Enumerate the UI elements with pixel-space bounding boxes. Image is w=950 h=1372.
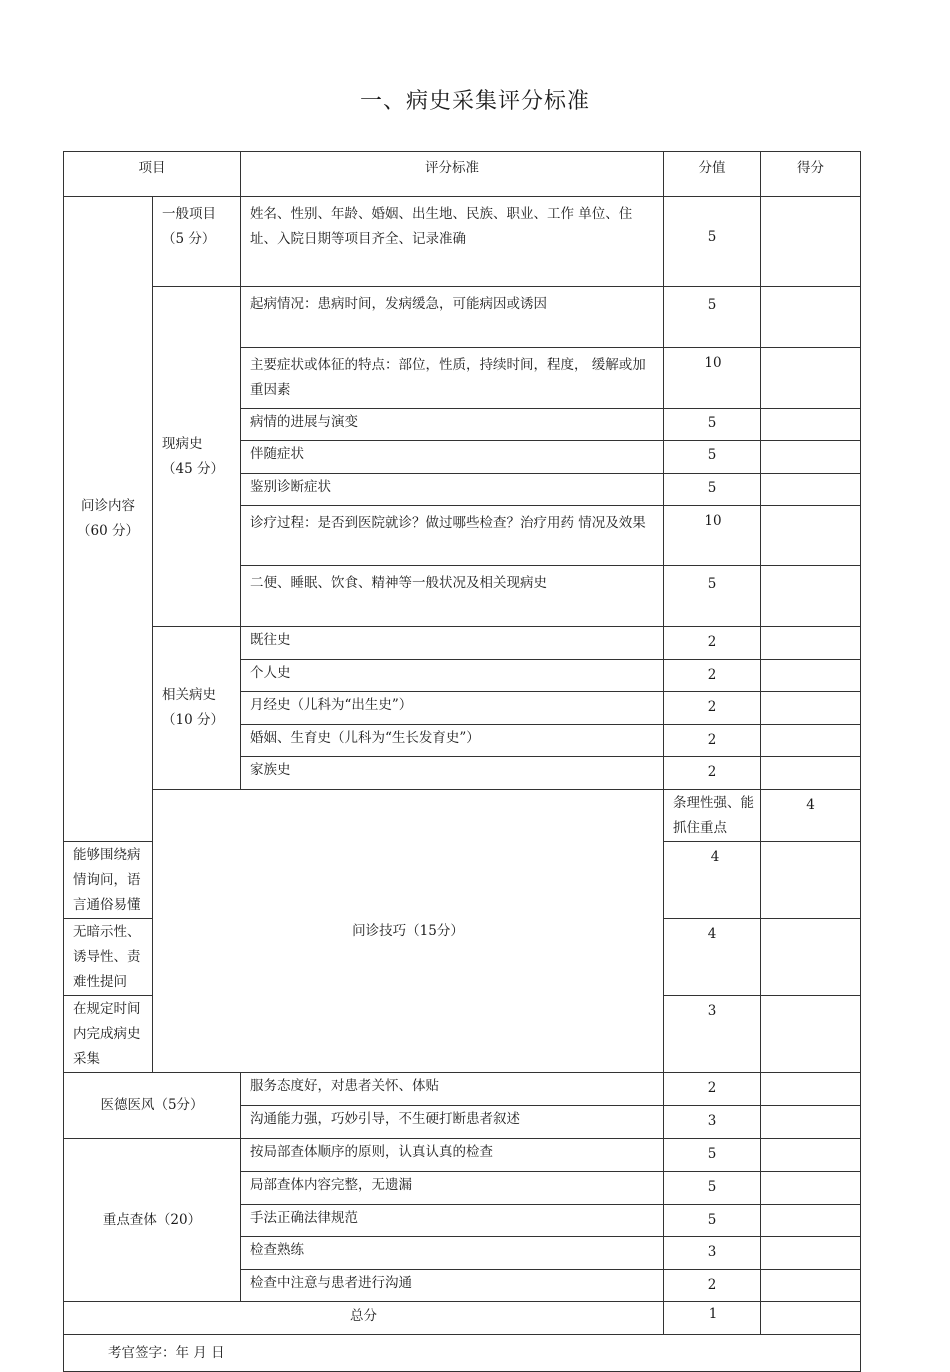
criteria-cell: 伴随症状 (241, 441, 664, 474)
points-cell: 10 (664, 506, 761, 566)
scoring-table (63, 151, 861, 1372)
points-cell: 2 (664, 1270, 761, 1302)
points-cell: 2 (664, 757, 761, 790)
subcategory-present-illness: 现病史 （45 分） (153, 287, 241, 627)
score-cell[interactable] (761, 1073, 861, 1106)
signature-row (64, 1335, 861, 1372)
score-cell[interactable] (761, 1106, 861, 1139)
criteria-cell: 检查中注意与患者进行沟通 (241, 1270, 664, 1302)
header-score: 得分 (761, 152, 861, 197)
points-cell: 4 (761, 790, 861, 842)
points-cell: 3 (664, 1106, 761, 1139)
criteria-cell: 起病情况：患病时间，发病缓急，可能病因或诱因 (241, 287, 664, 348)
criteria-cell: 诊疗过程：是否到医院就诊？做过哪些检查？治疗用药 情况及效果 (241, 506, 664, 566)
criteria-cell: 月经史（儿科为“出生史”） (241, 692, 664, 725)
criteria-cell: 在规定时间内完成病史采集 (64, 996, 153, 1073)
criteria-cell: 手法正确法律规范 (241, 1205, 664, 1237)
score-cell[interactable] (761, 1139, 861, 1172)
score-cell[interactable] (761, 348, 861, 409)
examiner-signature[interactable]: 考官签字：年 月 日 (64, 1335, 861, 1372)
score-cell[interactable] (761, 1270, 861, 1302)
score-cell[interactable] (761, 566, 861, 627)
criteria-cell: 按局部查体顺序的原则，认真认真的检查 (241, 1139, 664, 1172)
category-inquiry-content: 问诊内容 （60 分） (64, 197, 153, 842)
subcategory-related-history: 相关病史 （10 分） (153, 627, 241, 790)
points-cell: 2 (664, 725, 761, 757)
points-cell: 5 (664, 474, 761, 506)
page-title: 一、病史采集评分标准 (359, 89, 590, 114)
points-cell: 5 (664, 409, 761, 441)
total-score-cell[interactable] (761, 1302, 861, 1335)
points-cell: 5 (664, 287, 761, 348)
points-cell: 5 (664, 566, 761, 627)
criteria-cell: 姓名、性别、年龄、婚姻、出生地、民族、职业、工作 单位、住址、入院日期等项目齐全、记录准确 (241, 197, 664, 287)
subcategory-general: 一般项目 （5 分） (153, 197, 241, 287)
points-cell: 5 (664, 1205, 761, 1237)
category-exam: 重点查体（20） (64, 1139, 241, 1302)
score-cell[interactable] (761, 287, 861, 348)
score-cell[interactable] (761, 1172, 861, 1205)
table-row (64, 1139, 861, 1172)
points-cell: 3 (664, 996, 761, 1073)
table-row (64, 287, 861, 348)
score-cell[interactable] (761, 1205, 861, 1237)
score-cell[interactable] (761, 441, 861, 474)
criteria-cell: 家族史 (241, 757, 664, 790)
total-value: 1 (664, 1302, 761, 1335)
criteria-cell: 条理性强、能抓住重点 (664, 790, 761, 842)
score-cell[interactable] (761, 692, 861, 725)
points-cell: 3 (664, 1237, 761, 1270)
criteria-cell: 服务态度好，对患者关怀、体贴 (241, 1073, 664, 1106)
criteria-cell: 病情的进展与演变 (241, 409, 664, 441)
points-cell: 5 (664, 1139, 761, 1172)
criteria-cell: 局部查体内容完整，无遗漏 (241, 1172, 664, 1205)
criteria-cell: 鉴别诊断症状 (241, 474, 664, 506)
points-cell: 2 (664, 1073, 761, 1106)
category-inquiry-skills: 问诊技巧（15分） (153, 790, 664, 1073)
points-cell: 5 (664, 1172, 761, 1205)
criteria-cell: 无暗示性、诱导性、责难性提问 (64, 919, 153, 996)
criteria-cell: 个人史 (241, 660, 664, 692)
score-cell[interactable] (761, 627, 861, 660)
header-item: 项目 (64, 152, 241, 197)
criteria-cell: 沟通能力强，巧妙引导，不生硬打断患者叙述 (241, 1106, 664, 1139)
table-row (64, 627, 861, 660)
points-cell: 5 (664, 441, 761, 474)
total-label: 总分 (64, 1302, 664, 1335)
criteria-cell: 能够围绕病情询问，语言通俗易懂 (64, 842, 153, 919)
table-row (64, 790, 861, 842)
criteria-cell: 婚姻、生育史（儿科为“生长发育史”） (241, 725, 664, 757)
points-cell: 4 (664, 919, 761, 996)
points-cell: 2 (664, 627, 761, 660)
table-row (64, 1073, 861, 1106)
score-cell[interactable] (761, 506, 861, 566)
score-cell[interactable] (761, 996, 861, 1073)
points-cell: 5 (664, 197, 761, 287)
table-header-row (64, 152, 861, 197)
score-cell[interactable] (761, 660, 861, 692)
points-cell: 4 (664, 842, 761, 919)
score-cell[interactable] (761, 725, 861, 757)
header-points: 分值 (664, 152, 761, 197)
criteria-cell: 检查熟练 (241, 1237, 664, 1270)
criteria-cell: 主要症状或体征的特点：部位，性质，持续时间，程度， 缓解或加重因素 (241, 348, 664, 409)
score-cell[interactable] (761, 842, 861, 919)
criteria-cell: 二便、睡眠、饮食、精神等一般状况及相关现病史 (241, 566, 664, 627)
category-ethics: 医德医风（5分） (64, 1073, 241, 1139)
score-cell[interactable] (761, 919, 861, 996)
score-cell[interactable] (761, 409, 861, 441)
points-cell: 2 (664, 692, 761, 725)
points-cell: 10 (664, 348, 761, 409)
table-row (64, 197, 861, 287)
header-criteria: 评分标准 (241, 152, 664, 197)
points-cell: 2 (664, 660, 761, 692)
score-cell[interactable] (761, 474, 861, 506)
score-cell[interactable] (761, 1237, 861, 1270)
total-row (64, 1302, 861, 1335)
criteria-cell: 既往史 (241, 627, 664, 660)
score-cell[interactable] (761, 757, 861, 790)
score-cell[interactable] (761, 197, 861, 287)
